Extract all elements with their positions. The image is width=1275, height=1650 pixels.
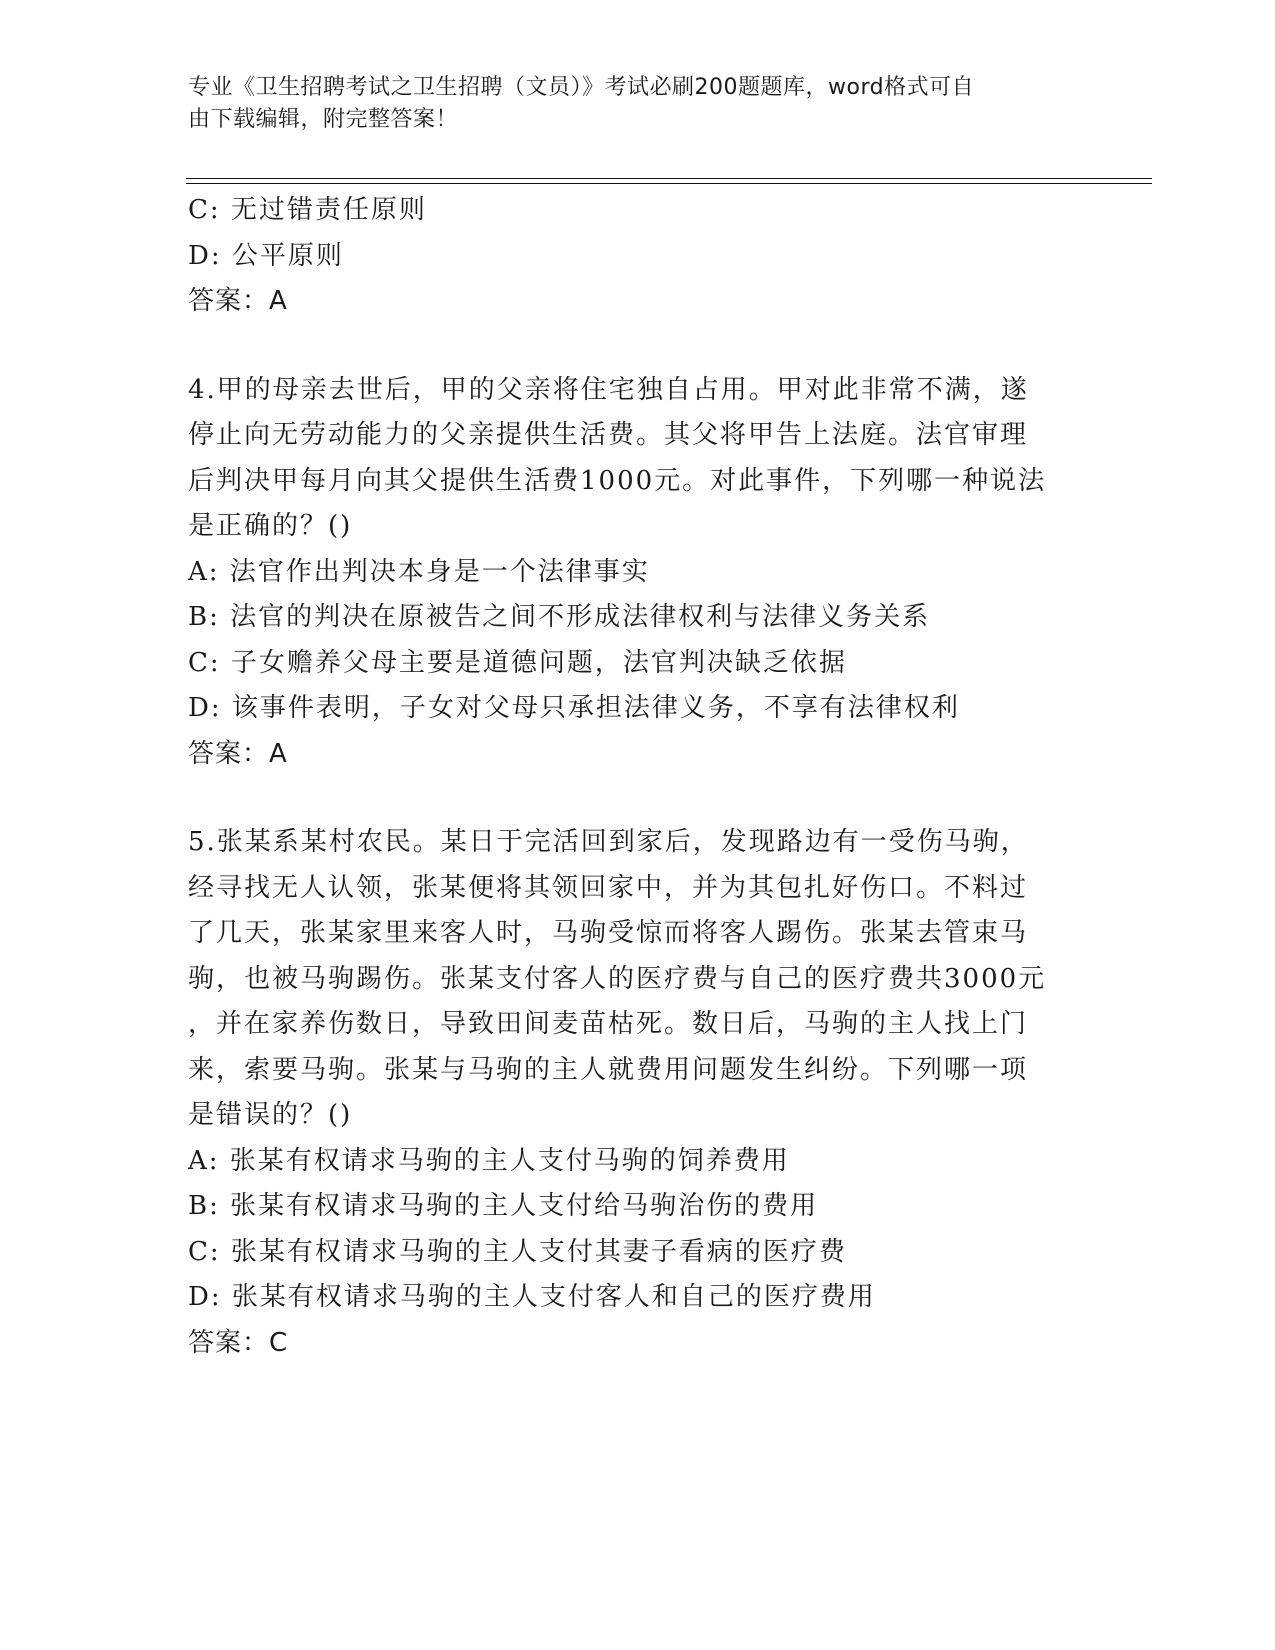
question-stem-line: ，并在家养伤数日，导致田间麦苗枯死。数日后，马驹的主人找上门	[188, 1009, 1029, 1039]
spacer	[188, 325, 1088, 368]
document-header	[188, 72, 1088, 136]
question-5	[188, 820, 1088, 1366]
option-d: D: 公平原则	[188, 240, 344, 271]
option-a: A: 张某有权请求马驹的主人支付马驹的饲养费用	[188, 1145, 790, 1176]
question-stem-line: 了几天，张某家里来客人时，马驹受惊而将客人踢伤。张某去管束马	[188, 918, 1029, 948]
document-body	[188, 188, 1088, 1366]
header-line-2: 由下载编辑，附完整答案！	[188, 107, 459, 132]
header-line-1: 专业《卫生招聘考试之卫生招聘（文员）》考试必刷200题题库，word格式可自	[188, 75, 975, 100]
spacer	[188, 777, 1088, 820]
question-stem-line: 经寻找无人认领，张某便将其领回家中，并为其包扎好伤口。不料过	[188, 872, 1029, 903]
question-4	[188, 368, 1088, 778]
question-stem-line: 停止向无劳动能力的父亲提供生活费。其父将甲告上法庭。法官审理	[188, 420, 1029, 450]
option-d: D: 张某有权请求马驹的主人支付客人和自己的医疗费用	[188, 1282, 876, 1312]
header-divider-bottom	[186, 183, 1152, 184]
option-c: C: 张某有权请求马驹的主人支付其妻子看病的医疗费	[188, 1236, 847, 1267]
option-c: C: 无过错责任原则	[188, 195, 427, 225]
answer-label: 答案：A	[188, 738, 288, 769]
question-stem-line: 驹，也被马驹踢伤。张某支付客人的医疗费与自己的医疗费共3000元	[188, 963, 1047, 994]
answer-label: 答案：A	[188, 286, 288, 316]
question-3-tail	[188, 188, 1088, 325]
option-b: B: 张某有权请求马驹的主人支付给马驹治伤的费用	[188, 1191, 819, 1221]
question-stem-line: 是正确的？()	[188, 511, 353, 541]
question-stem-line: 4.甲的母亲去世后，甲的父亲将住宅独自占用。甲对此非常不满，遂	[188, 374, 1029, 405]
option-d: D: 该事件表明，子女对父母只承担法律义务，不享有法律权利	[188, 693, 960, 723]
answer-label: 答案：C	[188, 1327, 289, 1358]
question-stem-line: 5.张某系某村农民。某日于完活回到家后，发现路边有一受伤马驹，	[188, 827, 1029, 857]
question-stem-line: 后判决甲每月向其父提供生活费1000元。对此事件，下列哪一种说法	[188, 465, 1047, 496]
question-stem-line: 来，索要马驹。张某与马驹的主人就费用问题发生纠纷。下列哪一项	[188, 1054, 1029, 1085]
option-a: A: 法官作出判决本身是一个法律事实	[188, 556, 650, 587]
question-stem-line: 是错误的？()	[188, 1100, 353, 1130]
option-c: C: 子女赡养父母主要是道德问题，法官判决缺乏依据	[188, 647, 847, 678]
header-divider-top	[186, 178, 1152, 179]
option-b: B: 法官的判决在原被告之间不形成法律权利与法律义务关系	[188, 602, 931, 632]
